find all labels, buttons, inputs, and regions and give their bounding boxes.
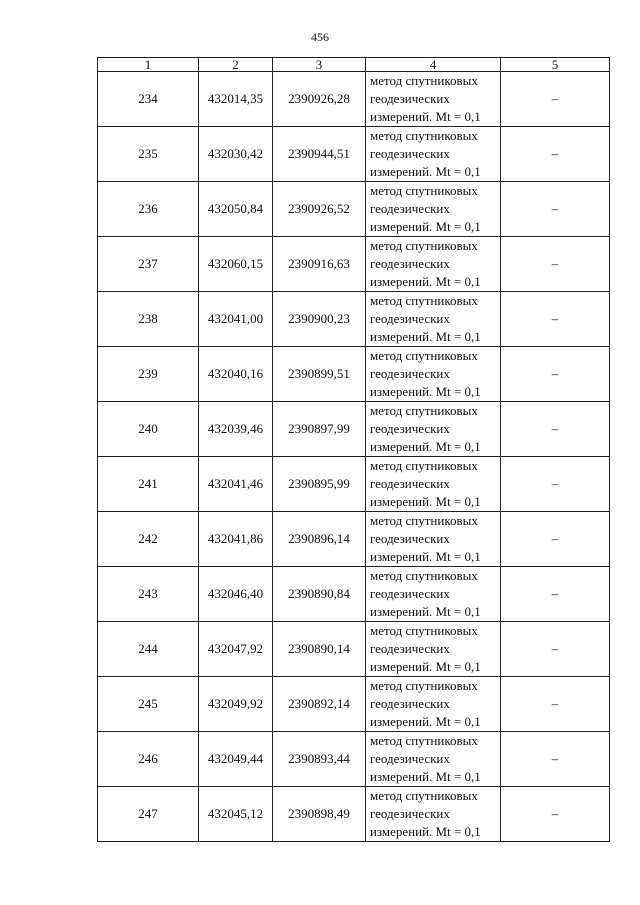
note-cell: –	[501, 567, 610, 622]
method-cell: метод спутниковых геодезических измерений. Mt = 0,1	[366, 732, 501, 787]
header-col-4: 4	[366, 58, 501, 72]
point-number-cell: 243	[98, 567, 199, 622]
table-row	[98, 512, 610, 567]
method-cell: метод спутниковых геодезических измерений. Mt = 0,1	[366, 292, 501, 347]
note-cell: –	[501, 732, 610, 787]
note-cell: –	[501, 182, 610, 237]
y-coordinate-cell: 2390896,14	[273, 512, 366, 567]
method-cell: метод спутниковых геодезических измерений. Mt = 0,1	[366, 402, 501, 457]
table-body	[98, 72, 610, 842]
note-cell: –	[501, 402, 610, 457]
point-number-cell: 245	[98, 677, 199, 732]
x-coordinate-cell: 432014,35	[199, 72, 273, 127]
note-cell: –	[501, 622, 610, 677]
x-coordinate-cell: 432060,15	[199, 237, 273, 292]
x-coordinate-cell: 432039,46	[199, 402, 273, 457]
note-cell: –	[501, 677, 610, 732]
point-number-cell: 235	[98, 127, 199, 182]
y-coordinate-cell: 2390926,28	[273, 72, 366, 127]
header-row	[98, 58, 610, 72]
y-coordinate-cell: 2390944,51	[273, 127, 366, 182]
table-row	[98, 567, 610, 622]
method-cell: метод спутниковых геодезических измерений. Mt = 0,1	[366, 127, 501, 182]
point-number-cell: 237	[98, 237, 199, 292]
note-cell: –	[501, 787, 610, 842]
point-number-cell: 236	[98, 182, 199, 237]
y-coordinate-cell: 2390895,99	[273, 457, 366, 512]
x-coordinate-cell: 432030,42	[199, 127, 273, 182]
x-coordinate-cell: 432047,92	[199, 622, 273, 677]
y-coordinate-cell: 2390926,52	[273, 182, 366, 237]
point-number-cell: 238	[98, 292, 199, 347]
table-row	[98, 402, 610, 457]
note-cell: –	[501, 72, 610, 127]
header-col-5: 5	[501, 58, 610, 72]
header-col-1: 1	[98, 58, 199, 72]
y-coordinate-cell: 2390898,49	[273, 787, 366, 842]
table-row	[98, 72, 610, 127]
method-cell: метод спутниковых геодезических измерений. Mt = 0,1	[366, 567, 501, 622]
x-coordinate-cell: 432041,46	[199, 457, 273, 512]
point-number-cell: 246	[98, 732, 199, 787]
header-col-2: 2	[199, 58, 273, 72]
y-coordinate-cell: 2390899,51	[273, 347, 366, 402]
table-row	[98, 677, 610, 732]
table-row	[98, 622, 610, 677]
table-row	[98, 182, 610, 237]
point-number-cell: 240	[98, 402, 199, 457]
point-number-cell: 234	[98, 72, 199, 127]
x-coordinate-cell: 432046,40	[199, 567, 273, 622]
method-cell: метод спутниковых геодезических измерений. Mt = 0,1	[366, 182, 501, 237]
point-number-cell: 242	[98, 512, 199, 567]
table-row	[98, 457, 610, 512]
y-coordinate-cell: 2390892,14	[273, 677, 366, 732]
note-cell: –	[501, 237, 610, 292]
coordinates-table	[97, 57, 610, 842]
note-cell: –	[501, 457, 610, 512]
method-cell: метод спутниковых геодезических измерений. Mt = 0,1	[366, 787, 501, 842]
method-cell: метод спутниковых геодезических измерений. Mt = 0,1	[366, 677, 501, 732]
x-coordinate-cell: 432049,44	[199, 732, 273, 787]
method-cell: метод спутниковых геодезических измерений. Mt = 0,1	[366, 237, 501, 292]
table-row	[98, 237, 610, 292]
point-number-cell: 244	[98, 622, 199, 677]
y-coordinate-cell: 2390893,44	[273, 732, 366, 787]
page-number: 456	[311, 30, 329, 44]
x-coordinate-cell: 432041,00	[199, 292, 273, 347]
table-row	[98, 347, 610, 402]
table-row	[98, 732, 610, 787]
point-number-cell: 247	[98, 787, 199, 842]
table-row	[98, 292, 610, 347]
point-number-cell: 241	[98, 457, 199, 512]
header-col-3: 3	[273, 58, 366, 72]
table-header	[98, 58, 610, 72]
x-coordinate-cell: 432040,16	[199, 347, 273, 402]
y-coordinate-cell: 2390897,99	[273, 402, 366, 457]
x-coordinate-cell: 432041,86	[199, 512, 273, 567]
table-row	[98, 127, 610, 182]
y-coordinate-cell: 2390916,63	[273, 237, 366, 292]
note-cell: –	[501, 292, 610, 347]
x-coordinate-cell: 432045,12	[199, 787, 273, 842]
note-cell: –	[501, 347, 610, 402]
method-cell: метод спутниковых геодезических измерений. Mt = 0,1	[366, 347, 501, 402]
y-coordinate-cell: 2390890,84	[273, 567, 366, 622]
method-cell: метод спутниковых геодезических измерений. Mt = 0,1	[366, 457, 501, 512]
x-coordinate-cell: 432049,92	[199, 677, 273, 732]
method-cell: метод спутниковых геодезических измерений. Mt = 0,1	[366, 72, 501, 127]
table-row	[98, 787, 610, 842]
x-coordinate-cell: 432050,84	[199, 182, 273, 237]
method-cell: метод спутниковых геодезических измерений. Mt = 0,1	[366, 622, 501, 677]
method-cell: метод спутниковых геодезических измерений. Mt = 0,1	[366, 512, 501, 567]
note-cell: –	[501, 127, 610, 182]
note-cell: –	[501, 512, 610, 567]
y-coordinate-cell: 2390900,23	[273, 292, 366, 347]
point-number-cell: 239	[98, 347, 199, 402]
y-coordinate-cell: 2390890,14	[273, 622, 366, 677]
